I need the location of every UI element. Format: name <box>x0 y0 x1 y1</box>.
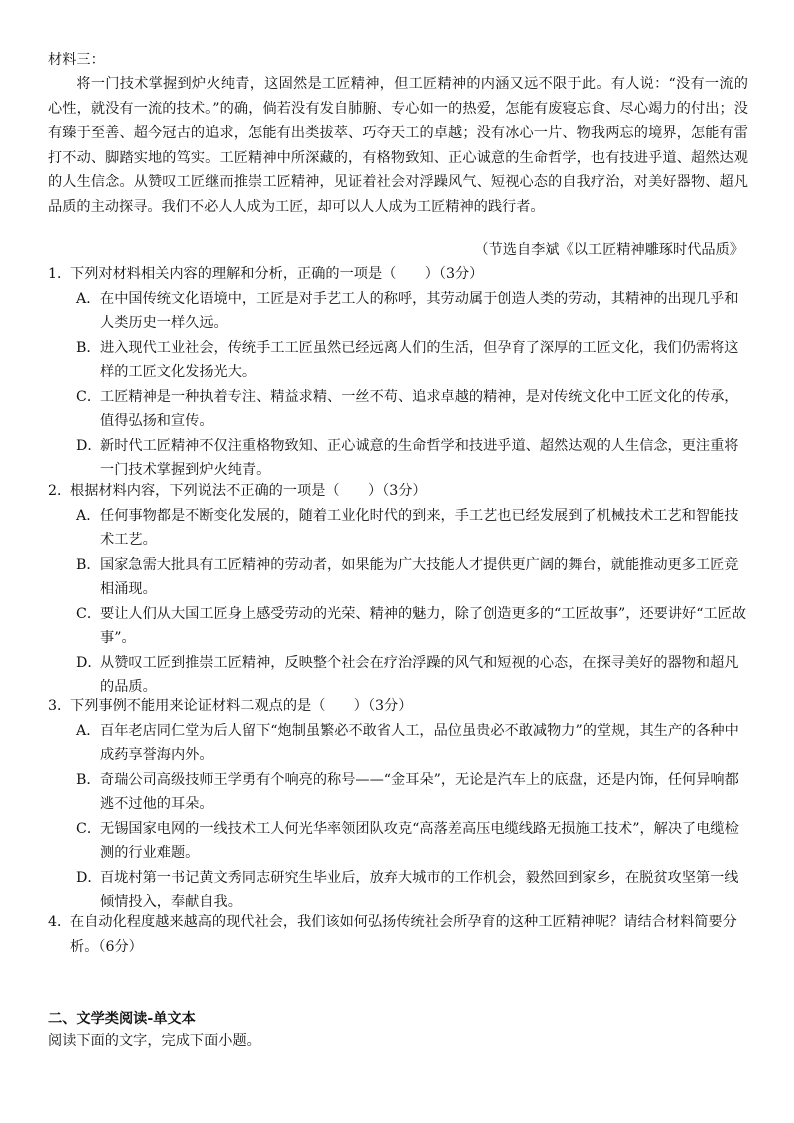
option-text: 要让人们从大国工匠身上感受劳动的光荣、精神的魅力，除了创造更多的“工匠故事”，还要讲好“工匠故事”。 <box>100 605 747 646</box>
material-title: 材料三： <box>48 52 105 68</box>
option-b[interactable] <box>48 553 748 602</box>
option-letter: B． <box>76 771 101 788</box>
option-text: 从赞叹工匠到推崇工匠精神，反映整个社会在疗治浮躁的风气和短视的心态，在探寻美好的器物和超凡的品质。 <box>100 654 739 695</box>
option-text: 任何事物都是不断变化发展的，随着工业化时代的到来，手工艺也已经发展到了机械技术工艺和智能技术工艺。 <box>100 507 739 548</box>
question-stem <box>48 479 748 504</box>
section-instruction: 阅读下面的文字，完成下面小题。 <box>48 1033 261 1049</box>
question-text: 在自动化程度越来越高的现代社会，我们该如何弘扬传统社会所孕育的这种工匠精神呢？请结合材料简要分析。（6分） <box>70 914 737 955</box>
option-text: 无锡国家电网的一线技术工人何光华率领团队攻克“高落差高压电缆线路无损施工技术”，解决了电缆检测的行业难题。 <box>100 820 739 861</box>
question-stem <box>48 910 748 959</box>
question-4 <box>48 910 748 959</box>
question-text: 下列对材料相关内容的理解和分析，正确的一项是（ ）（3分） <box>70 266 484 282</box>
option-text: 国家急需大批具有工匠精神的劳动者，如果能为广大技能人才提供更广阔的舞台，就能推动更多工匠竞相涌现。 <box>100 556 739 597</box>
option-text: 新时代工匠精神不仅注重格物致知、正心诚意的生命哲学和技进乎道、超然达观的人生信念，更注重将一门技术掌握到炉火纯青。 <box>100 437 739 478</box>
question-2 <box>48 479 748 700</box>
question-number: 2． <box>48 483 72 499</box>
option-text: 百年老店同仁堂为后人留下“炮制虽繁必不敢省人工，品位虽贵必不敢减物力”的堂规，其生产的各种中成药享誉海内外。 <box>100 722 739 763</box>
option-text: 在中国传统文化语境中，工匠是对手艺工人的称呼，其劳动属于创造人类的劳动，其精神的出现几乎和人类历史一样久远。 <box>100 290 739 331</box>
option-c[interactable] <box>48 385 748 434</box>
option-c[interactable] <box>48 602 748 651</box>
option-d[interactable] <box>48 434 748 483</box>
question-1 <box>48 262 748 483</box>
option-letter: A． <box>76 507 101 524</box>
option-b[interactable] <box>48 336 748 385</box>
question-text: 根据材料内容，下列说法不正确的一项是（ ）（3分） <box>70 483 427 499</box>
option-a[interactable] <box>48 287 748 336</box>
option-letter: B． <box>76 339 101 356</box>
option-a[interactable] <box>48 504 748 553</box>
option-text: 进入现代工业社会，传统手工工匠虽然已经远离人们的生活，但孕育了深厚的工匠文化，我们仍需将这样的工匠文化发扬光大。 <box>100 339 739 380</box>
option-letter: C． <box>76 605 102 622</box>
question-number: 3． <box>48 698 72 714</box>
question-text: 下列事例不能用来论证材料二观点的是（ ）（3分） <box>70 698 413 714</box>
material-paragraph: 将一门技术掌握到炉火纯青，这固然是工匠精神，但工匠精神的内涵又远不限于此。有人说：“没有一流的心性，就没有一流的技术。”的确，倘若没有发自肺腑、专心如一的热爱，怎能有废寝忘食、尽心竭力的付出；没有臻于至善、超今冠古的追求，怎能有出类拔萃、巧夺天工的卓越；没有冰心一片、物我两忘的境界，怎能有雷打不动、脚踏实地的笃实。工匠精神中所深藏的，有格物致知、正心诚意的生命哲学，也有技进乎道、超然达观的人生信念。从赞叹工匠继而推崇工匠精神，见证着社会对浮躁风气、短视心态的自我疗治，对美好器物、超凡品质的主动探寻。我们不必人人成为工匠，却可以人人成为工匠精神的践行者。 <box>48 76 748 215</box>
option-text: 工匠精神是一种执着专注、精益求精、一丝不苟、追求卓越的精神，是对传统文化中工匠文化的传承，值得弘扬和宣传。 <box>100 388 739 429</box>
option-c[interactable] <box>48 817 748 866</box>
option-letter: D． <box>76 654 102 671</box>
option-letter: B． <box>76 556 101 573</box>
option-text: 百垅村第一书记黄文秀同志研究生毕业后，放弃大城市的工作机会，毅然回到家乡，在脱贫攻坚第一线倾情投入，奉献自我。 <box>100 869 739 910</box>
question-number: 4． <box>48 914 72 930</box>
question-number: 1． <box>48 266 72 282</box>
material-source: （节选自李斌《以工匠精神雕琢时代品质》 <box>474 242 744 258</box>
option-letter: D． <box>76 869 102 886</box>
section-title: 二、文学类阅读-单文本 <box>48 1011 196 1027</box>
option-letter: A． <box>76 722 101 739</box>
question-3 <box>48 694 748 915</box>
option-b[interactable] <box>48 768 748 817</box>
option-letter: C． <box>76 388 102 405</box>
option-text: 奇瑞公司高级技师王学勇有个响亮的称号——“金耳朵”，无论是汽车上的底盘，还是内饰，任何异响都逃不过他的耳朵。 <box>100 771 739 812</box>
option-letter: D． <box>76 437 102 454</box>
option-letter: A． <box>76 290 101 307</box>
option-letter: C． <box>76 820 102 837</box>
question-stem <box>48 694 748 719</box>
question-stem <box>48 262 748 287</box>
option-a[interactable] <box>48 719 748 768</box>
option-d[interactable] <box>48 866 748 915</box>
option-d[interactable] <box>48 651 748 700</box>
